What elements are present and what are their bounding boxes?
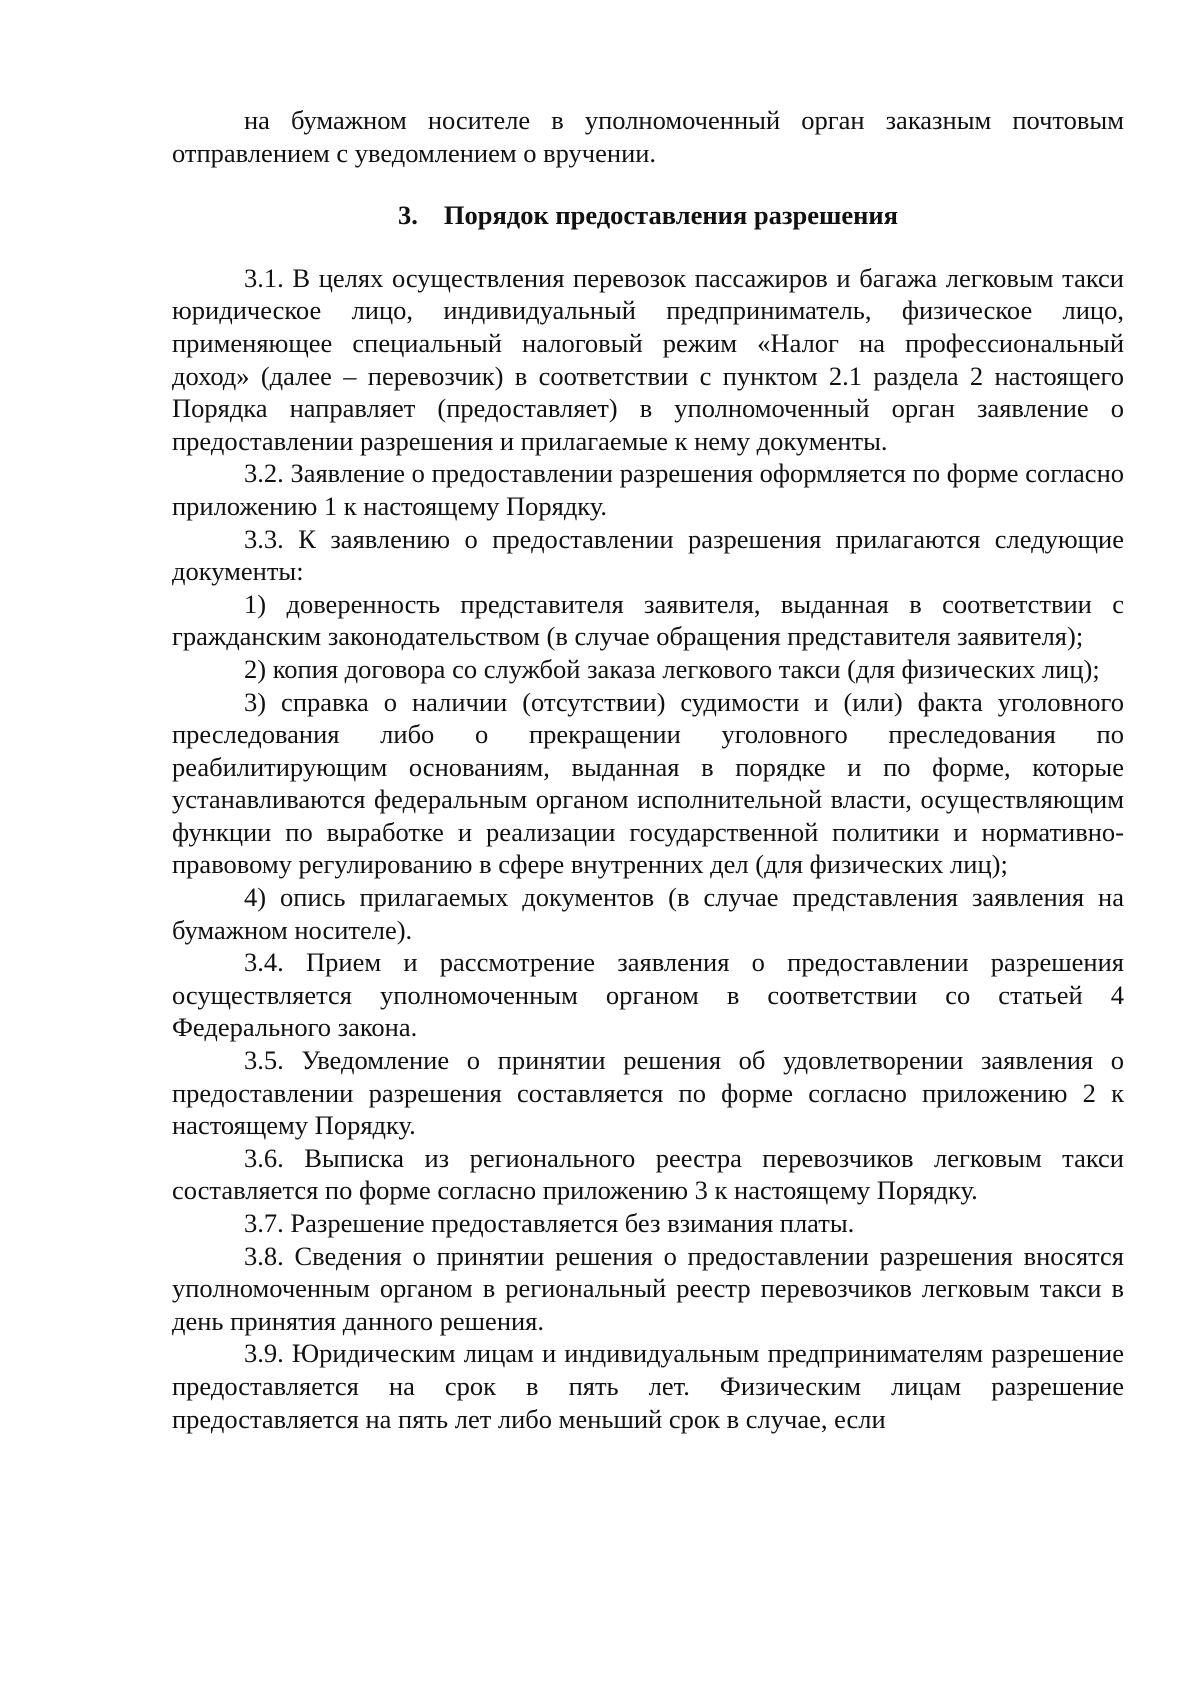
paragraph-3-9: 3.9. Юридическим лицам и индивидуальным предпринимателям разрешение предоставляется на срок в пять лет. Физическим лицам разрешение предоставляется на пять лет либо меньший срок в случае, если [172,1338,1124,1434]
intro-paragraph: на бумажном носителе в уполномоченный орган заказным почтовым отправлением с уведомлением о вручении. [172,105,1124,168]
list-item-3: 3) справка о наличии (отсутствии) судимости и (или) факта уголовного преследования либо о прекращении уголовного преследования по реабилитирующим основаниям, выданная в порядке и по форме, которые устанавливаются федеральным органом исполнительной власти, осуществляющим функции по выработке и реализации государственной политики и нормативно-правовому регулированию в сфере внутренних дел (для физических лиц); [172,686,1124,880]
paragraph-3-8: 3.8. Сведения о принятии решения о предоставлении разрешения вносятся уполномоченным органом в региональный реестр перевозчиков легковым такси в день принятия данного решения. [172,1240,1124,1336]
paragraph-3-5: 3.5. Уведомление о принятии решения об удовлетворении заявления о предоставлении разрешения составляется по форме согласно приложению 2 к настоящему Порядку. [172,1045,1124,1141]
paragraph-3-3: 3.3. К заявлению о предоставлении разрешения прилагаются следующие документы: [172,523,1124,587]
paragraph-3-4: 3.4. Прием и рассмотрение заявления о предоставлении разрешения осуществляется уполномоченным органом в соответствии со статьей 4 Федерального закона. [172,947,1124,1043]
list-item-1: 1) доверенность представителя заявителя, выданная в соответствии с гражданским законодательством (в случае обращения представителя заявителя); [172,588,1124,652]
section-heading [172,199,1124,232]
list-item-2: 2) копия договора со службой заказа легкового такси (для физических лиц); [244,653,1100,684]
section-title: Порядок предоставления разрешения [443,200,899,231]
list-item-4: 4) опись прилагаемых документов (в случае представления заявления на бумажном носителе). [172,882,1124,945]
section-number: 3. [397,200,418,231]
paragraph-3-1: 3.1. В целях осуществления перевозок пассажиров и багажа легковым такси юридическое лицо, индивидуальный предприниматель, физическое лицо, применяющее специальный налоговый режим «Налог на профессиональный доход» (далее – перевозчик) в соответствии с пунктом 2.1 раздела 2 настоящего Порядка направляет (предоставляет) в уполномоченный орган заявление о предоставлении разрешения и прилагаемые к нему документы. [172,262,1124,456]
document-page [172,104,1124,1435]
paragraph-3-7: 3.7. Разрешение предоставляется без взимания платы. [244,1208,855,1238]
paragraph-3-2: 3.2. Заявление о предоставлении разрешения оформляется по форме согласно приложению 1 к настоящему Порядку. [172,458,1124,521]
paragraph-3-6: 3.6. Выписка из регионального реестра перевозчиков легковым такси составляется по форме согласно приложению 3 к настоящему Порядку. [172,1142,1124,1206]
